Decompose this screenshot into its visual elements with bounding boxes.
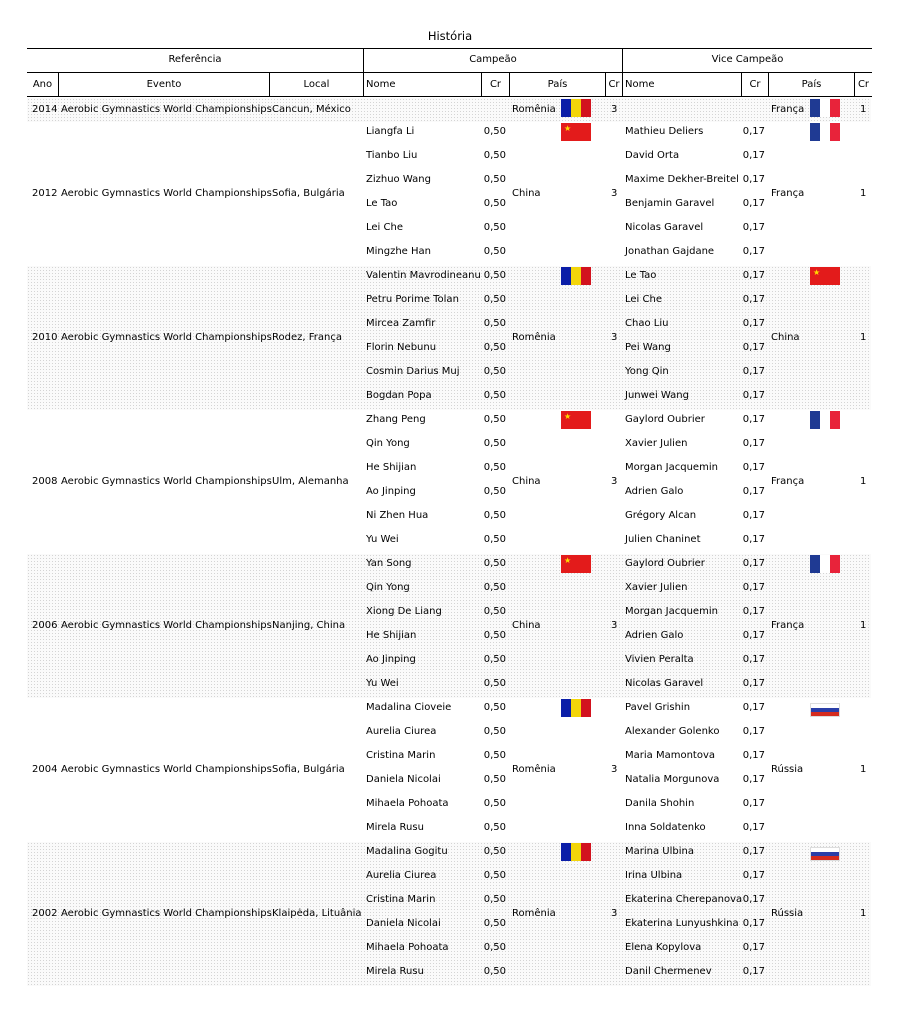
vice-cr: 0,17: [742, 222, 765, 233]
vice-name: Lei Che: [625, 294, 662, 305]
champion-name: Madalina Cioveie: [366, 702, 452, 713]
vice-country-cell: França: [771, 188, 805, 199]
champion-name: Bogdan Popa: [366, 390, 432, 401]
vice-cr: 0,17: [742, 726, 765, 737]
champion-cr: 0,50: [483, 750, 506, 761]
champion-cr: 0,50: [483, 582, 506, 593]
china-flag: [810, 267, 840, 285]
vice-cr: 0,17: [742, 174, 765, 185]
vice-cr: 0,17: [742, 870, 765, 881]
champion-name: Daniela Nicolai: [366, 774, 441, 785]
vice-cr: 0,17: [742, 198, 765, 209]
vice-name: Inna Soldatenko: [625, 822, 706, 833]
champion-country-cell: China: [512, 620, 541, 631]
year-cell: 2004: [32, 764, 58, 775]
champion-name: Mirela Rusu: [366, 966, 424, 977]
location-cell: Nanjing, China: [272, 620, 346, 631]
divider: [27, 96, 872, 97]
champion-cr-total: 3: [611, 908, 618, 919]
champion-cr-total: 3: [611, 188, 618, 199]
champion-name: Florin Nebunu: [366, 342, 437, 353]
vice-name: Yong Qin: [625, 366, 669, 377]
location-cell: Rodez, França: [272, 332, 342, 343]
champion-cr: 0,50: [483, 942, 506, 953]
vice-cr: 0,17: [742, 582, 765, 593]
vice-cr: 0,17: [742, 654, 765, 665]
location-cell: Cancun, México: [272, 104, 351, 115]
champion-cr: 0,50: [483, 390, 506, 401]
event-cell: Aerobic Gymnastics World Championships: [61, 332, 272, 343]
vice-country-cell: França: [771, 620, 805, 631]
vice-cr: 0,17: [742, 630, 765, 641]
column-header-evento: Evento: [146, 79, 182, 90]
champion-cr: 0,50: [483, 246, 506, 257]
star-icon: ★: [813, 268, 821, 277]
vice-name: Morgan Jacquemin: [625, 606, 718, 617]
location-cell: Sofia, Bulgária: [272, 764, 345, 775]
column-header-cr: Cr: [857, 79, 870, 90]
star-icon: ★: [564, 556, 572, 565]
champion-cr: 0,50: [483, 606, 506, 617]
event-cell: Aerobic Gymnastics World Championships: [61, 764, 272, 775]
champion-cr: 0,50: [483, 150, 506, 161]
vice-name: Adrien Galo: [625, 630, 684, 641]
champion-name: Mircea Zamfir: [366, 318, 436, 329]
column-header-nome: Nome: [366, 79, 396, 90]
champion-cr: 0,50: [483, 894, 506, 905]
champion-cr: 0,50: [483, 966, 506, 977]
vice-cr: 0,17: [742, 246, 765, 257]
event-cell: Aerobic Gymnastics World Championships: [61, 104, 272, 115]
champion-name: He Shijian: [366, 462, 417, 473]
vice-name: Maria Mamontova: [625, 750, 715, 761]
vice-cr-total: 1: [860, 476, 867, 487]
vice-cr: 0,17: [742, 270, 765, 281]
champion-name: Yu Wei: [366, 534, 399, 545]
divider: [27, 72, 872, 73]
champion-cr: 0,50: [483, 510, 506, 521]
france-flag: [810, 411, 840, 429]
year-cell: 2002: [32, 908, 58, 919]
vice-cr: 0,17: [742, 918, 765, 929]
china-flag: [561, 123, 591, 141]
vice-cr-total: 1: [860, 764, 867, 775]
champion-cr: 0,50: [483, 222, 506, 233]
romania-flag: [561, 699, 591, 717]
column-header-ano: Ano: [32, 79, 53, 90]
vice-name: Marina Ulbina: [625, 846, 694, 857]
champion-cr: 0,50: [483, 294, 506, 305]
column-header-nome: Nome: [625, 79, 655, 90]
vice-cr: 0,17: [742, 414, 765, 425]
vice-cr-total: 1: [860, 620, 867, 631]
vice-name: Benjamin Garavel: [625, 198, 715, 209]
vice-name: Xavier Julien: [625, 582, 688, 593]
column-header-cr: Cr: [749, 79, 761, 90]
location-cell: Ulm, Alemanha: [272, 476, 349, 487]
champion-cr: 0,50: [483, 870, 506, 881]
year-cell: 2006: [32, 620, 58, 631]
champion-cr: 0,50: [483, 414, 506, 425]
vice-country-cell: França: [771, 104, 805, 115]
vice-name: David Orta: [625, 150, 680, 161]
vice-cr: 0,17: [742, 750, 765, 761]
champion-cr: 0,50: [483, 846, 506, 857]
location-cell: Sofia, Bulgária: [272, 188, 345, 199]
vice-name: Adrien Galo: [625, 486, 684, 497]
divider: [27, 48, 872, 49]
champion-cr: 0,50: [483, 270, 506, 281]
champion-name: Lei Che: [366, 222, 403, 233]
vice-name: Nicolas Garavel: [625, 222, 704, 233]
column-header-pais: País: [801, 79, 822, 90]
champion-cr-total: 3: [611, 764, 618, 775]
vice-name: Pei Wang: [625, 342, 671, 353]
champion-name: Qin Yong: [366, 438, 410, 449]
champion-name: Qin Yong: [366, 582, 410, 593]
vice-name: Grégory Alcan: [625, 510, 697, 521]
champion-name: Petru Porime Tolan: [366, 294, 459, 305]
champion-name: Liangfa Li: [366, 126, 415, 137]
vice-cr-total: 1: [860, 104, 867, 115]
vice-cr: 0,17: [742, 798, 765, 809]
vice-name: Ekaterina Lunyushkina: [625, 918, 739, 929]
champion-cr: 0,50: [483, 822, 506, 833]
vice-name: Gaylord Oubrier: [625, 558, 705, 569]
champion-name: Daniela Nicolai: [366, 918, 441, 929]
champion-country-cell: China: [512, 188, 541, 199]
champion-cr: 0,50: [483, 726, 506, 737]
vice-name: Julien Chaninet: [625, 534, 701, 545]
vice-cr-total: 1: [860, 332, 867, 343]
champion-name: Cosmin Darius Muj: [366, 366, 460, 377]
champion-cr: 0,50: [483, 198, 506, 209]
vice-name: Xavier Julien: [625, 438, 688, 449]
sheet-title: História: [427, 29, 473, 43]
champion-name: Zhang Peng: [366, 414, 426, 425]
vice-name: Jonathan Gajdane: [625, 246, 715, 257]
vice-cr: 0,17: [742, 390, 765, 401]
champion-name: Mirela Rusu: [366, 822, 424, 833]
romania-flag: [561, 843, 591, 861]
champion-cr: 0,50: [483, 678, 506, 689]
vice-country-cell: França: [771, 476, 805, 487]
champion-name: He Shijian: [366, 630, 417, 641]
champion-cr: 0,50: [483, 798, 506, 809]
champion-cr-total: 3: [611, 620, 618, 631]
group-header-referencia: Referência: [168, 54, 222, 65]
champion-cr: 0,50: [483, 486, 506, 497]
champion-cr: 0,50: [483, 702, 506, 713]
champion-name: Madalina Gogitu: [366, 846, 448, 857]
romania-flag: [561, 99, 591, 117]
vice-cr: 0,17: [742, 894, 765, 905]
vice-cr: 0,17: [742, 774, 765, 785]
champion-cr: 0,50: [483, 126, 506, 137]
column-header-cr: Cr: [489, 79, 502, 90]
vice-cr: 0,17: [742, 318, 765, 329]
year-cell: 2010: [32, 332, 58, 343]
vice-cr: 0,17: [742, 342, 765, 353]
champion-name: Xiong De Liang: [366, 606, 442, 617]
russia-flag: [810, 703, 840, 717]
champion-cr-total: 3: [611, 332, 618, 343]
star-icon: ★: [564, 412, 572, 421]
vice-cr: 0,17: [742, 822, 765, 833]
vice-cr: 0,17: [742, 486, 765, 497]
location-cell: Klaipėda, Lituânia: [272, 908, 362, 919]
vice-name: Nicolas Garavel: [625, 678, 704, 689]
vice-cr: 0,17: [742, 438, 765, 449]
vice-cr: 0,17: [742, 606, 765, 617]
champion-name: Cristina Marin: [366, 894, 436, 905]
vice-name: Maxime Dekher-Breitel: [625, 174, 739, 185]
france-flag: [810, 99, 840, 117]
champion-cr: 0,50: [483, 462, 506, 473]
champion-name: Mihaela Pohoata: [366, 942, 449, 953]
vice-name: Mathieu Deliers: [625, 126, 704, 137]
star-icon: ★: [564, 124, 572, 133]
vice-name: Chao Liu: [625, 318, 669, 329]
vice-name: Elena Kopylova: [625, 942, 702, 953]
vice-cr-total: 1: [860, 188, 867, 199]
champion-name: Mingzhe Han: [366, 246, 431, 257]
vice-cr: 0,17: [742, 846, 765, 857]
china-flag: [561, 411, 591, 429]
vice-cr-total: 1: [860, 908, 867, 919]
champion-name: Mihaela Pohoata: [366, 798, 449, 809]
champion-name: Cristina Marin: [366, 750, 436, 761]
event-cell: Aerobic Gymnastics World Championships: [61, 908, 272, 919]
champion-name: Yu Wei: [366, 678, 399, 689]
vice-cr: 0,17: [742, 510, 765, 521]
champion-cr: 0,50: [483, 366, 506, 377]
vice-name: Morgan Jacquemin: [625, 462, 718, 473]
vice-name: Alexander Golenko: [625, 726, 720, 737]
romania-flag: [561, 267, 591, 285]
vice-name: Danil Chermenev: [625, 966, 712, 977]
champion-name: Tianbo Liu: [366, 150, 418, 161]
champion-name: Aurelia Ciurea: [366, 726, 437, 737]
vice-country-cell: Rússia: [771, 908, 804, 919]
champion-name: Ni Zhen Hua: [366, 510, 429, 521]
champion-cr-total: 3: [611, 104, 618, 115]
vice-cr: 0,17: [742, 462, 765, 473]
vice-cr: 0,17: [742, 150, 765, 161]
vice-country-cell: Rússia: [771, 764, 804, 775]
vice-name: Ekaterina Cherepanova: [625, 894, 743, 905]
vice-country-cell: China: [771, 332, 800, 343]
champion-country-cell: Romênia: [512, 764, 556, 775]
champion-name: Yan Song: [366, 558, 412, 569]
champion-country-cell: Romênia: [512, 104, 556, 115]
vice-name: Gaylord Oubrier: [625, 414, 705, 425]
column-header-local: Local: [303, 79, 330, 90]
group-header-vice-campeao: Vice Campeão: [711, 54, 784, 65]
vice-name: Danila Shohin: [625, 798, 695, 809]
column-header-cr: Cr: [608, 79, 620, 90]
china-flag: [561, 555, 591, 573]
champion-cr: 0,50: [483, 174, 506, 185]
vice-name: Junwei Wang: [625, 390, 689, 401]
vice-cr: 0,17: [742, 966, 765, 977]
champion-name: Le Tao: [366, 198, 398, 209]
champion-name: Ao Jinping: [366, 654, 416, 665]
champion-cr-total: 3: [611, 476, 618, 487]
event-cell: Aerobic Gymnastics World Championships: [61, 476, 272, 487]
champion-cr: 0,50: [483, 318, 506, 329]
champion-country-cell: Romênia: [512, 332, 556, 343]
vice-cr: 0,17: [742, 126, 765, 137]
champion-country-cell: China: [512, 476, 541, 487]
year-cell: 2014: [32, 104, 58, 115]
champion-name: Zizhuo Wang: [366, 174, 431, 185]
vice-cr: 0,17: [742, 294, 765, 305]
event-cell: Aerobic Gymnastics World Championships: [61, 620, 272, 631]
vice-name: Natalia Morgunova: [625, 774, 720, 785]
russia-flag: [810, 847, 840, 861]
champion-cr: 0,50: [483, 534, 506, 545]
column-header-pais: País: [547, 79, 568, 90]
vice-name: Pavel Grishin: [625, 702, 691, 713]
vice-name: Le Tao: [625, 270, 657, 281]
france-flag: [810, 123, 840, 141]
vice-name: Irina Ulbina: [625, 870, 683, 881]
france-flag: [810, 555, 840, 573]
vice-cr: 0,17: [742, 678, 765, 689]
champion-name: Ao Jinping: [366, 486, 416, 497]
vice-name: Vivien Peralta: [625, 654, 694, 665]
champion-name: Aurelia Ciurea: [366, 870, 437, 881]
vice-cr: 0,17: [742, 534, 765, 545]
champion-cr: 0,50: [483, 438, 506, 449]
champion-cr: 0,50: [483, 654, 506, 665]
vice-cr: 0,17: [742, 366, 765, 377]
champion-cr: 0,50: [483, 774, 506, 785]
event-cell: Aerobic Gymnastics World Championships: [61, 188, 272, 199]
year-cell: 2012: [32, 188, 58, 199]
champion-country-cell: Romênia: [512, 908, 556, 919]
champion-cr: 0,50: [483, 342, 506, 353]
champion-cr: 0,50: [483, 558, 506, 569]
champion-cr: 0,50: [483, 630, 506, 641]
group-header-campeao: Campeão: [469, 54, 517, 65]
champion-cr: 0,50: [483, 918, 506, 929]
year-cell: 2008: [32, 476, 58, 487]
vice-cr: 0,17: [742, 558, 765, 569]
champion-name: Valentin Mavrodineanu: [366, 270, 481, 281]
vice-cr: 0,17: [742, 702, 765, 713]
vice-cr: 0,17: [742, 942, 765, 953]
